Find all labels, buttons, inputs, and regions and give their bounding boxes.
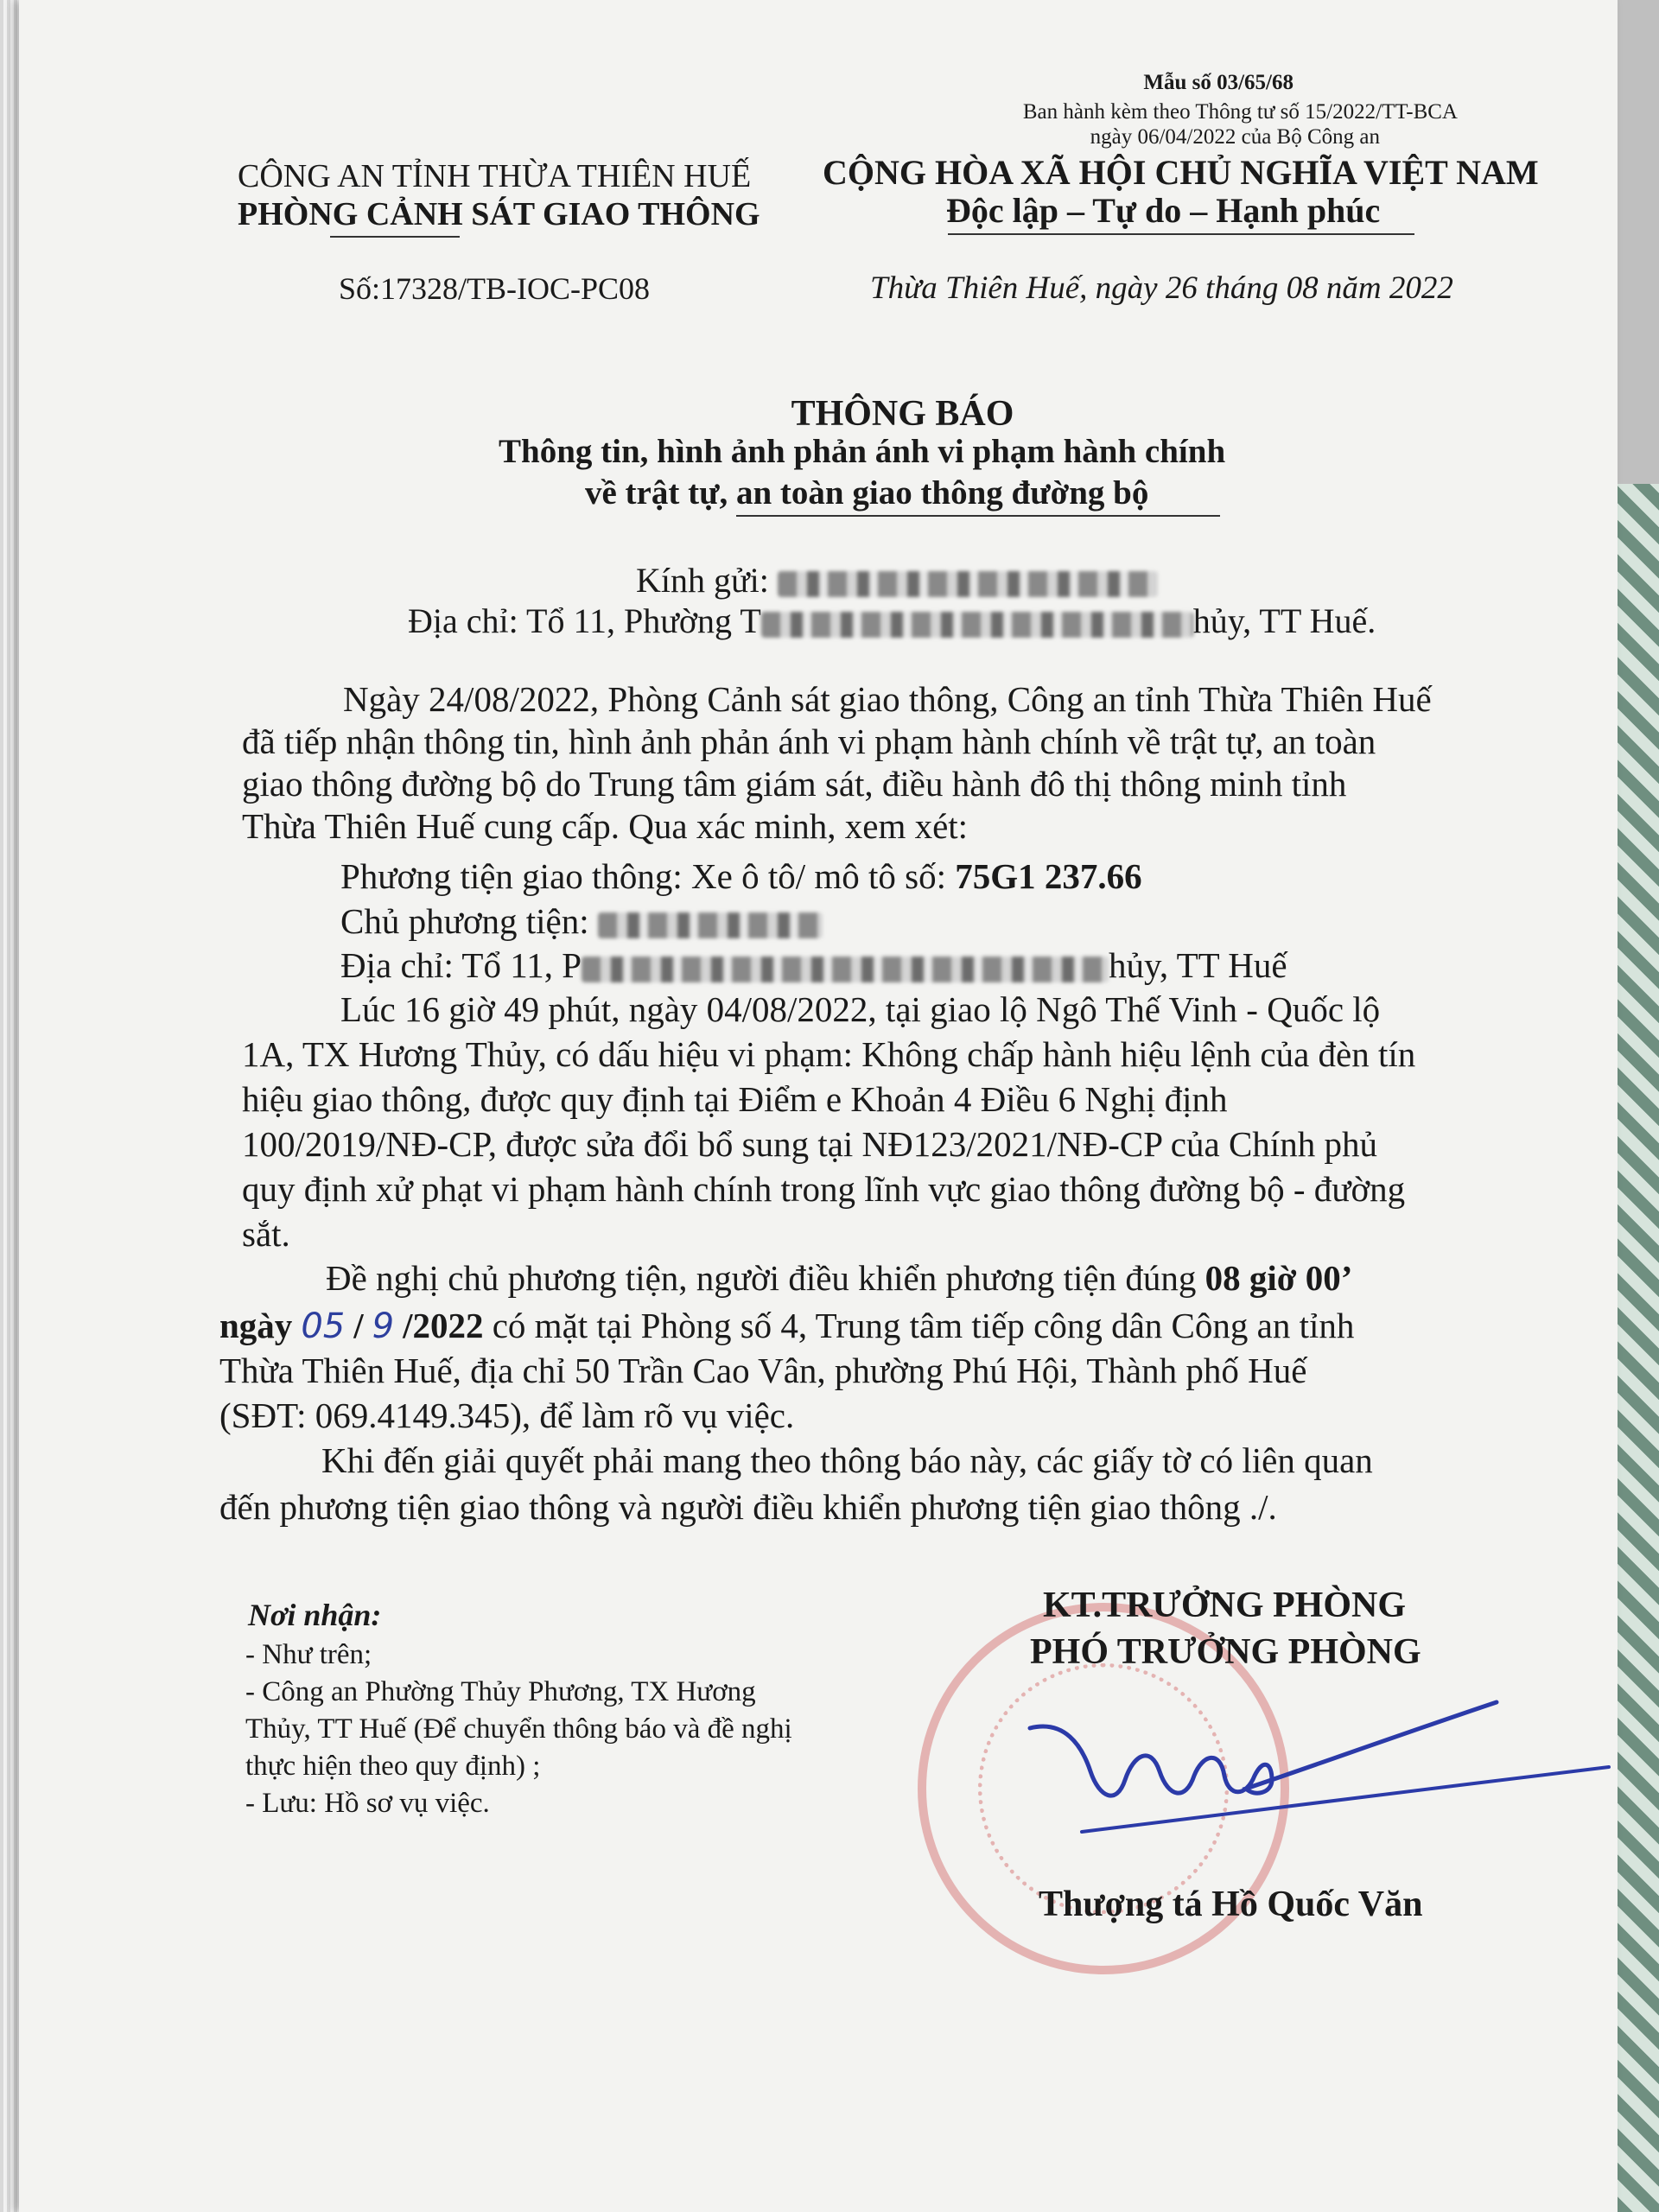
request-line4: (SĐT: 069.4149.345), để làm rõ vụ việc.: [219, 1395, 795, 1435]
recipient-5: - Lưu: Hồ sơ vụ việc.: [245, 1788, 490, 1819]
address-suffix: hủy, TT Huế.: [1192, 601, 1376, 640]
violation-line6: sắt.: [242, 1214, 290, 1254]
vehicle-plate: 75G1 237.66: [955, 856, 1142, 896]
addressee-line: [636, 560, 1158, 601]
recipient-3: Thủy, TT Huế (Để chuyển thông báo và đề nghị: [245, 1713, 792, 1745]
request-time: 08 giờ 00’: [1205, 1258, 1353, 1298]
violation-line3: hiệu giao thông, được quy định tại Điểm e Khoản 4 Điều 6 Nghị định: [242, 1079, 1228, 1119]
recipient-1: - Như trên;: [245, 1639, 372, 1670]
form-issued-date: ngày 06/04/2022 của Bộ Công an: [1090, 125, 1380, 149]
owner-address-suffix: hủy, TT Huế: [1109, 945, 1287, 985]
signature-title-2: PHÓ TRƯỞNG PHÒNG: [1030, 1632, 1421, 1672]
vehicle-line: [340, 855, 1142, 897]
redacted-owner-address: [582, 957, 1109, 982]
place-date: Thừa Thiên Huế, ngày 26 tháng 08 năm 2022: [870, 270, 1453, 306]
address-prefix: Địa chỉ: Tổ 11, Phường T: [408, 601, 761, 640]
violation-line1: Lúc 16 giờ 49 phút, ngày 04/08/2022, tại giao lộ Ngô Thế Vinh - Quốc lộ: [340, 989, 1381, 1029]
request-ngay: ngày: [219, 1306, 293, 1345]
document-title: THÔNG BÁO: [791, 394, 1014, 434]
motto: Độc lập – Tự do – Hạnh phúc: [946, 191, 1381, 230]
closing-line1: Khi đến giải quyết phải mang theo thông báo này, các giấy tờ có liên quan: [321, 1440, 1373, 1480]
nation-title: CỘNG HÒA XÃ HỘI CHỦ NGHĨA VIỆT NAM: [823, 153, 1539, 192]
motto-underline: [948, 233, 1414, 235]
form-issued-with: Ban hành kèm theo Thông tư số 15/2022/TT-BCA: [1022, 100, 1458, 124]
owner-address-line: [340, 944, 1287, 986]
date-slash: /: [353, 1306, 364, 1345]
signer-name: Thượng tá Hồ Quốc Văn: [1039, 1885, 1423, 1924]
owner-label: Chủ phương tiện:: [340, 901, 589, 941]
body-p1-line1: Ngày 24/08/2022, Phòng Cảnh sát giao thông, Công an tỉnh Thừa Thiên Huế: [343, 679, 1432, 719]
document-number: Số:17328/TB-IOC-PC08: [339, 271, 651, 306]
agency-underline: [330, 236, 460, 238]
request-line2: [219, 1305, 1354, 1346]
recipients-title: Nơi nhận:: [248, 1598, 382, 1632]
violation-line4: 100/2019/NĐ-CP, được sửa đổi bổ sung tại NĐ123/2021/NĐ-CP của Chính phủ: [242, 1124, 1377, 1164]
document-page: [19, 0, 1618, 2212]
redacted-address: [761, 612, 1193, 638]
recipient-2: - Công an Phường Thủy Phương, TX Hương: [245, 1676, 756, 1707]
body-p1-line4: Thừa Thiên Huế cung cấp. Qua xác minh, xem xét:: [242, 806, 969, 846]
closing-line2: đến phương tiện giao thông và người điều khiển phương tiện giao thông ./.: [219, 1487, 1277, 1527]
redacted-addressee-name: [778, 571, 1158, 597]
signature-title-1: KT.TRƯỞNG PHÒNG: [1043, 1586, 1406, 1625]
handwritten-signature: [1013, 1694, 1635, 1849]
addressee-address: [408, 601, 1376, 641]
recipient-4: thực hiện theo quy định) ;: [245, 1751, 541, 1782]
request-year: /2022: [403, 1306, 484, 1345]
form-number: Mẫu số 03/65/68: [1143, 71, 1294, 94]
request-text: Đề nghị chủ phương tiện, người điều khiển phương tiện đúng: [326, 1258, 1205, 1298]
body-p1-line2: đã tiếp nhận thông tin, hình ảnh phản ánh vi phạm hành chính về trật tự, an toàn: [242, 721, 1376, 761]
document-subtitle-2: về trật tự, an toàn giao thông đường bộ: [585, 474, 1149, 512]
redacted-owner-name: [598, 912, 823, 938]
vehicle-label: Phương tiện giao thông: Xe ô tô/ mô tô số:: [340, 856, 956, 896]
request-line1: [326, 1257, 1352, 1299]
agency-name: CÔNG AN TỈNH THỪA THIÊN HUẾ: [238, 158, 752, 194]
document-subtitle-1: Thông tin, hình ảnh phản ánh vi phạm hành chính: [499, 433, 1226, 470]
department-name: PHÒNG CẢNH SÁT GIAO THÔNG: [238, 196, 760, 232]
background-tiles: [1616, 484, 1659, 2212]
subtitle-underline: [736, 515, 1220, 517]
owner-address-prefix: Địa chỉ: Tổ 11, P: [340, 945, 582, 985]
violation-line5: quy định xử phạt vi phạm hành chính trong lĩnh vực giao thông đường bộ - đường: [242, 1169, 1406, 1209]
violation-line2: 1A, TX Hương Thủy, có dấu hiệu vi phạm: Không chấp hành hiệu lệnh của đèn tín: [242, 1034, 1416, 1074]
kinh-gui-label: Kính gửi:: [636, 561, 769, 600]
owner-line: [340, 900, 823, 942]
request-line3: Thừa Thiên Huế, địa chỉ 50 Trần Cao Vân, phường Phú Hội, Thành phố Huế: [219, 1351, 1307, 1390]
handwritten-month: 9: [372, 1306, 395, 1346]
handwritten-day: 05: [301, 1306, 346, 1346]
request-rest: có mặt tại Phòng số 4, Trung tâm tiếp công dân Công an tỉnh: [483, 1306, 1355, 1345]
body-p1-line3: giao thông đường bộ do Trung tâm giám sát, điều hành đô thị thông minh tỉnh: [242, 764, 1347, 804]
